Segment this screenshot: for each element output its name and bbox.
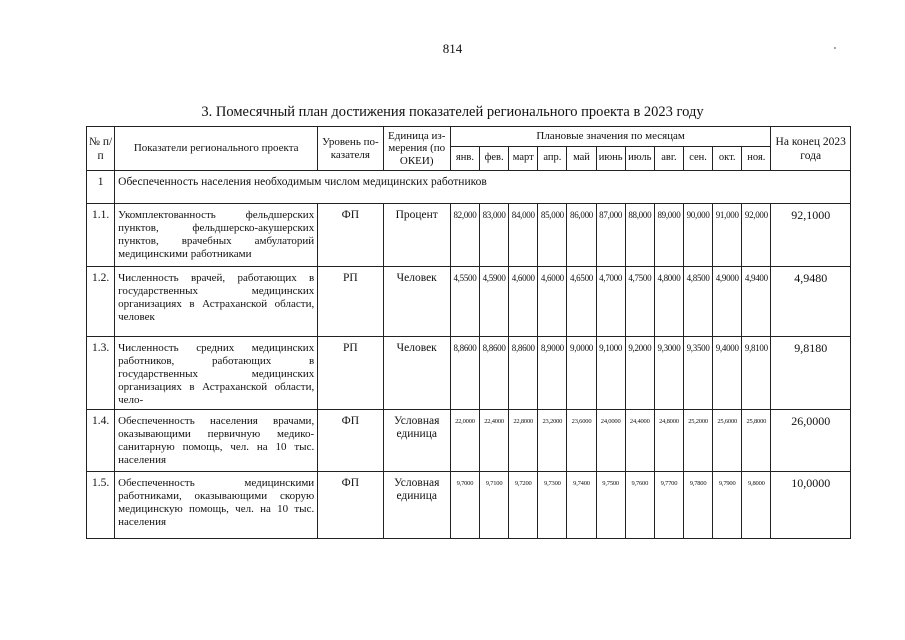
month-value: 90,000 [684, 204, 713, 267]
month-value: 23,6000 [567, 410, 596, 472]
row-number: 1.3. [87, 337, 115, 410]
month-header: июнь [596, 147, 625, 171]
month-value: 9,3500 [684, 337, 713, 410]
month-value: 9,2000 [625, 337, 654, 410]
row-number: 1.2. [87, 267, 115, 337]
table-row [87, 472, 851, 539]
year-end-value: 92,1000 [771, 204, 851, 267]
month-value: 9,7800 [684, 472, 713, 539]
year-end-value: 10,0000 [771, 472, 851, 539]
month-value: 4,8000 [654, 267, 683, 337]
indicator-name: Численность средних медицинских работников, работающих в государственных медицинских организациях в Астраханской области, чело- [115, 337, 318, 410]
table-row [87, 267, 851, 337]
month-header: май [567, 147, 596, 171]
month-header: сен. [684, 147, 713, 171]
month-value: 25,2000 [684, 410, 713, 472]
month-value: 24,0000 [596, 410, 625, 472]
month-value: 9,1000 [596, 337, 625, 410]
indicator-level: РП [318, 267, 383, 337]
month-header: март [509, 147, 538, 171]
month-header: апр. [538, 147, 567, 171]
month-value: 9,0000 [567, 337, 596, 410]
month-value: 8,8600 [509, 337, 538, 410]
month-header: окт. [713, 147, 742, 171]
month-value: 24,8000 [654, 410, 683, 472]
month-value: 9,4000 [713, 337, 742, 410]
monthly-plan-table [86, 126, 851, 539]
indicator-name: Обеспеченность медицинскими работниками, оказывающими скорую медицинскую помощь, чел. на 10 тыс. населения [115, 472, 318, 539]
row-number: 1.5. [87, 472, 115, 539]
measure-unit: Человек [383, 337, 450, 410]
month-value: 9,7600 [625, 472, 654, 539]
header-unit: Единица из-мерения (по ОКЕИ) [383, 127, 450, 171]
month-value: 9,8100 [742, 337, 771, 410]
month-value: 84,000 [509, 204, 538, 267]
month-header: фев. [480, 147, 509, 171]
row-number: 1.1. [87, 204, 115, 267]
header-num: № п/п [87, 127, 115, 171]
year-end-value: 4,9480 [771, 267, 851, 337]
month-value: 4,8500 [684, 267, 713, 337]
month-value: 22,4000 [480, 410, 509, 472]
measure-unit: Процент [383, 204, 450, 267]
month-header: ноя. [742, 147, 771, 171]
month-header: авг. [654, 147, 683, 171]
row-number: 1.4. [87, 410, 115, 472]
month-value: 91,000 [713, 204, 742, 267]
indicator-name: Укомплектованность фельдшерских пунктов, фельдшерско-акушерских пунктов, врачебных амбулаторий медицинскими работниками [115, 204, 318, 267]
indicator-name: Обеспеченность населения врачами, оказывающими первичную медико-санитарную помощь, чел. на 10 тыс. населения [115, 410, 318, 472]
measure-unit: Условная единица [383, 472, 450, 539]
month-value: 4,6500 [567, 267, 596, 337]
table-row [87, 337, 851, 410]
month-header: янв. [450, 147, 479, 171]
document-title: 3. Помесячный план достижения показателей регионального проекта в 2023 году [201, 104, 704, 120]
month-value: 4,9000 [713, 267, 742, 337]
month-value: 9,7100 [480, 472, 509, 539]
measure-unit: Условная единица [383, 410, 450, 472]
header-level: Уровень по-казателя [318, 127, 383, 171]
month-value: 9,7400 [567, 472, 596, 539]
section-number: 1 [87, 171, 115, 204]
month-value: 89,000 [654, 204, 683, 267]
month-value: 22,0000 [450, 410, 479, 472]
month-value: 23,2000 [538, 410, 567, 472]
month-value: 9,3000 [654, 337, 683, 410]
month-value: 88,000 [625, 204, 654, 267]
year-end-value: 26,0000 [771, 410, 851, 472]
header-end: На конец 2023 года [771, 127, 851, 171]
section-label: Обеспеченность населения необходимым числом медицинских работников [115, 171, 851, 204]
indicator-level: ФП [318, 204, 383, 267]
month-value: 87,000 [596, 204, 625, 267]
year-end-value: 9,8180 [771, 337, 851, 410]
section-row [87, 171, 851, 204]
month-value: 8,9000 [538, 337, 567, 410]
month-value: 4,6000 [509, 267, 538, 337]
measure-unit: Человек [383, 267, 450, 337]
indicator-level: ФП [318, 410, 383, 472]
month-value: 8,8600 [450, 337, 479, 410]
month-value: 86,000 [567, 204, 596, 267]
month-value: 25,6000 [713, 410, 742, 472]
month-value: 4,5900 [480, 267, 509, 337]
month-value: 22,8000 [509, 410, 538, 472]
month-value: 82,000 [450, 204, 479, 267]
month-value: 9,7700 [654, 472, 683, 539]
month-value: 9,7900 [713, 472, 742, 539]
month-value: 9,7500 [596, 472, 625, 539]
scan-speck [834, 47, 836, 49]
month-value: 25,8000 [742, 410, 771, 472]
month-value: 9,8000 [742, 472, 771, 539]
header-indicator: Показатели регионального проекта [115, 127, 318, 171]
month-value: 4,7000 [596, 267, 625, 337]
indicator-level: РП [318, 337, 383, 410]
header-planned: Плановые значения по месяцам [450, 127, 771, 147]
month-value: 9,7000 [450, 472, 479, 539]
month-value: 24,4000 [625, 410, 654, 472]
month-header: июль [625, 147, 654, 171]
month-value: 92,000 [742, 204, 771, 267]
indicator-name: Численность врачей, работающих в государственных медицинских организациях в Астраханской области, человек [115, 267, 318, 337]
month-value: 85,000 [538, 204, 567, 267]
month-value: 4,7500 [625, 267, 654, 337]
table-row [87, 410, 851, 472]
month-value: 9,7200 [509, 472, 538, 539]
month-value: 4,9400 [742, 267, 771, 337]
month-value: 83,000 [480, 204, 509, 267]
month-value: 4,6000 [538, 267, 567, 337]
page-number: 814 [442, 41, 463, 56]
table-row [87, 204, 851, 267]
month-value: 4,5500 [450, 267, 479, 337]
indicator-level: ФП [318, 472, 383, 539]
month-value: 8,8600 [480, 337, 509, 410]
month-value: 9,7300 [538, 472, 567, 539]
